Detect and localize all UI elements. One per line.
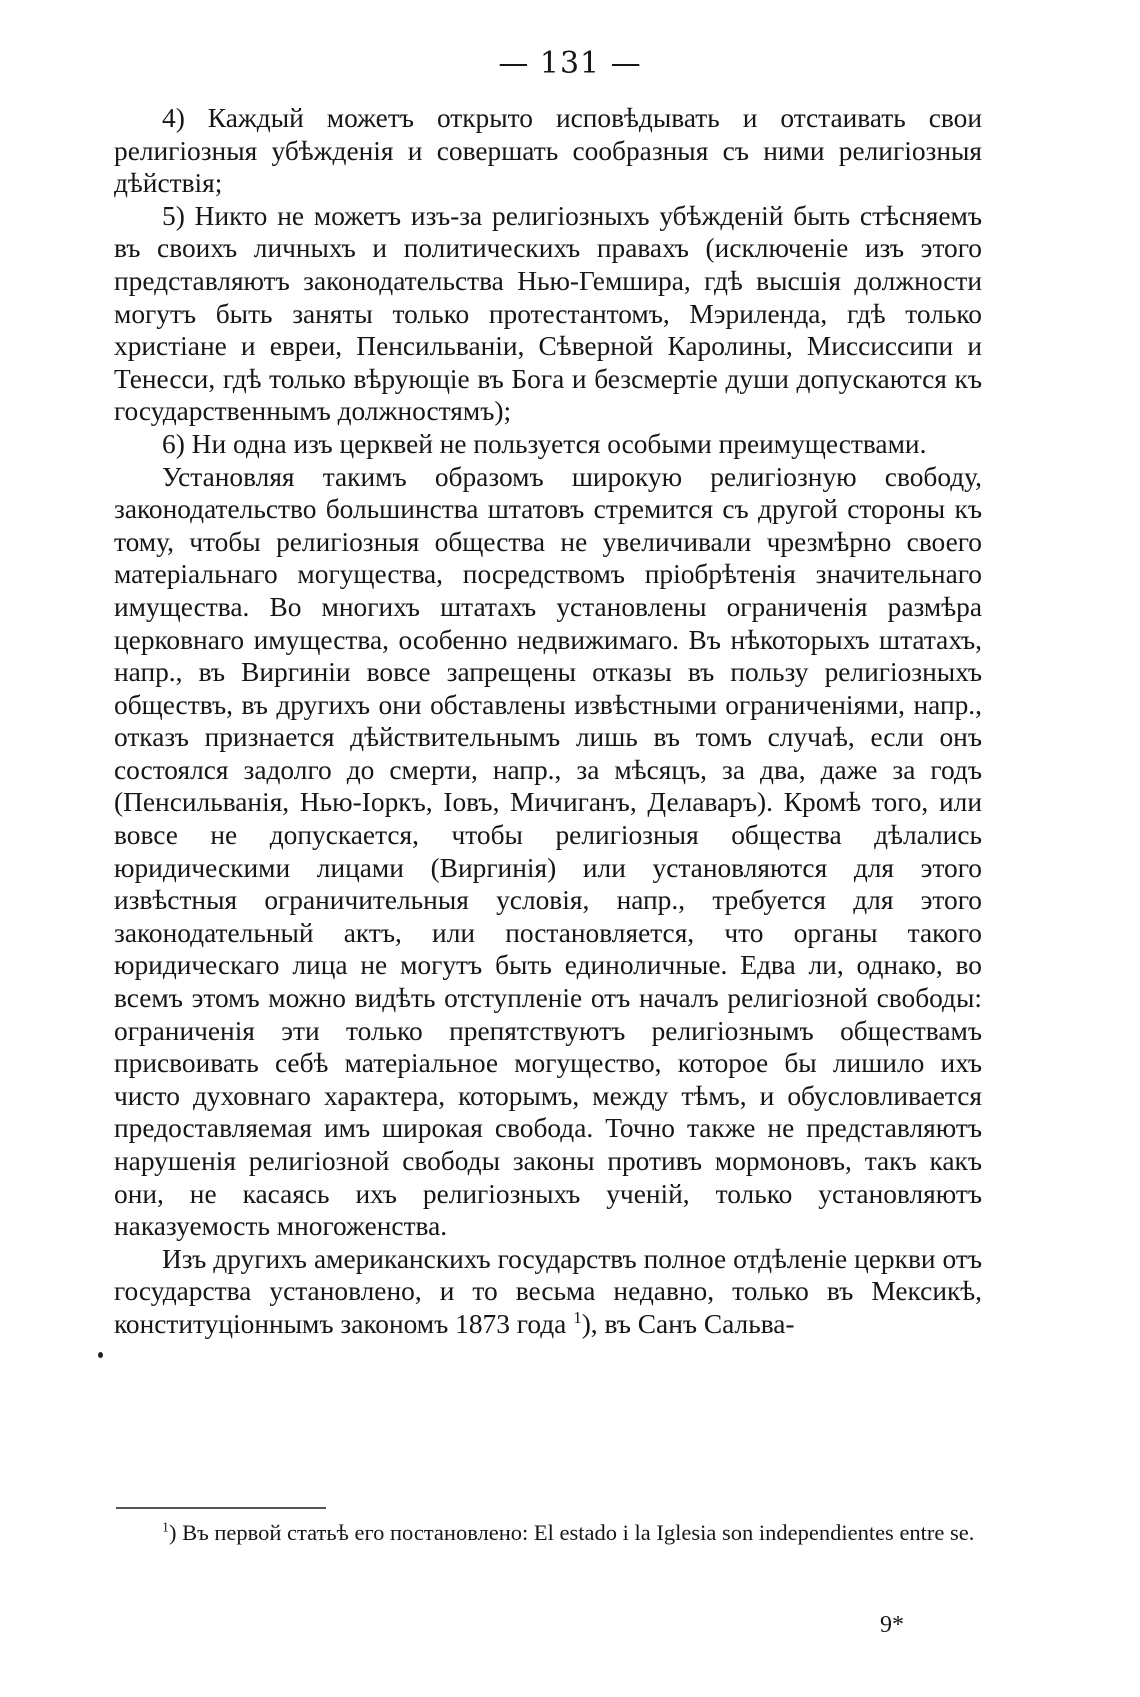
paragraph-church-property: Установляя такимъ образомъ широкую религіозную свободу, законодательство большинства штатовъ стремится съ другой стороны къ тому, чтобы религіозныя общества не увеличивали чрезмѣрно своего матеріальнаго могущества, посредствомъ пріобрѣтенія значительнаго имущества. Во многихъ штатахъ установлены ограниченія размѣра церковнаго имущества, особенно недвижимаго. Въ нѣкоторыхъ штатахъ, напр., въ Виргиніи вовсе запрещены отказы въ пользу религіозныхъ обществъ, въ другихъ они обставлены извѣстными ограниченіями, напр., отказъ признается дѣйствительнымъ лишь въ томъ случаѣ, если онъ состоялся задолго до смерти, напр., за мѣсяцъ, за два, даже за годъ (Пенсильванія, Нью-Іоркъ, Іовъ, Мичиганъ, Делаваръ). Кромѣ того, или вовсе не допускается, чтобы религіозныя общества дѣлались юридическими лицами (Виргинія) или установляются для этого извѣстныя ограничительныя условія, напр., требуется для этого законодательный актъ, или постановляется, что органы такого юридическаго лица не могутъ быть единоличные. Едва ли, однако, во всемъ этомъ можно видѣть отступленіе отъ началъ религіозной свободы: ограниченія эти только препятствуютъ религіознымъ обществамъ присвоивать себѣ матеріальное могущество, которое бы лишило ихъ чисто духовнаго характера, которымъ, между тѣмъ, и обусловливается предоставляемая имъ широкая свобода. Точно также не представляютъ нарушенія религіозной свободы законы противъ мормоновъ, такъ какъ они, не касаясь ихъ религіозныхъ ученій, только установляютъ наказуемость многоженства. xyxy=(114,461,982,1242)
page-number: — 131 — xyxy=(498,46,642,81)
paragraph-other-states-tail: ), въ Санъ Сальва- xyxy=(581,1308,795,1339)
footnote-divider xyxy=(116,1507,326,1509)
main-text xyxy=(114,102,982,1341)
ink-speck xyxy=(98,1352,103,1358)
paragraph-other-states xyxy=(114,1243,982,1341)
footnote-text: ) Въ первой статьѣ его постановлено: El estado i la Iglesia son independientes entre se. xyxy=(168,1520,975,1545)
footnote xyxy=(114,1517,982,1548)
footnote-reference: 1 xyxy=(573,1307,582,1327)
printer-signature-mark: 9* xyxy=(880,1612,904,1638)
paragraph-item-6: 6) Ни одна изъ церквей не пользуется особыми преимуществами. xyxy=(162,428,927,459)
paragraph-other-states-text: Изъ другихъ американскихъ государствъ полное отдѣленіе церкви отъ государства установлено, и то весьма недавно, только въ Мексикѣ, конституціоннымъ закономъ 1873 года xyxy=(114,1243,982,1339)
paragraph-item-5: 5) Никто не можетъ изъ-за религіозныхъ убѣжденій быть стѣсняемъ въ своихъ личныхъ и политическихъ правахъ (исключеніе изъ этого представляютъ законодательства Нью-Гемшира, гдѣ высшія должности могутъ быть заняты только протестантомъ, Мэриленда, гдѣ только христіане и евреи, Пенсильваніи, Сѣверной Каролины, Миссиссипи и Тенесси, гдѣ только вѣрующіе въ Бога и безсмертіе души допускаются къ государственнымъ должностямъ); xyxy=(114,200,982,427)
footnote-marker: 1 xyxy=(162,1520,169,1536)
paragraph-item-4: 4) Каждый можетъ открыто исповѣдывать и отстаивать свои религіозныя убѣжденія и совершать сообразныя съ ними религіозныя дѣйствія; xyxy=(114,103,982,199)
